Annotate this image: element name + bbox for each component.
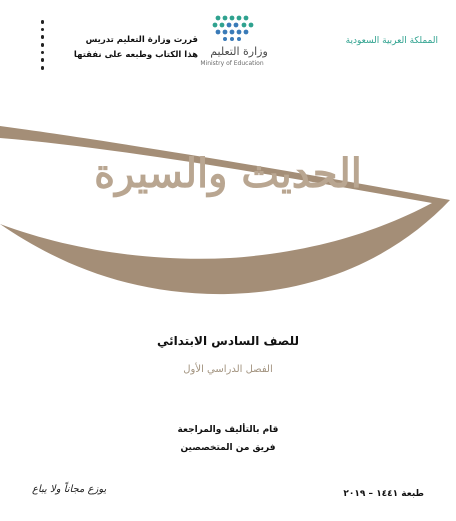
ministry-logo [188, 12, 278, 72]
kingdom-label: المملكة العربية السعودية [345, 36, 438, 46]
decree-text [48, 33, 198, 63]
ministry-name-en: Ministry of Education [200, 60, 264, 67]
edition-label: طبعة ١٤٤١ – ٢٠١٩ [343, 489, 424, 499]
book-title: الحديث والسيرة [94, 150, 362, 197]
grade-label: للصف السادس الابتدائي [156, 334, 300, 348]
decree-line-2: هذا الكتاب وطبعه على نفقتها [73, 50, 198, 60]
ministry-logo-icon [208, 12, 258, 42]
free-distribution-note: يوزع مجاناً ولا يباع [32, 484, 107, 495]
authors-line-1: قام بالتأليف والمراجعة [177, 425, 279, 435]
dotted-line-decoration [38, 20, 44, 76]
term-label: الفصل الدراسي الأول [183, 364, 273, 375]
decree-line-1: قررت وزارة التعليم تدريس [85, 35, 198, 45]
authors-line-2: فريق من المتخصصين [180, 443, 276, 453]
ministry-name-ar: وزارة التعليم [210, 45, 268, 58]
